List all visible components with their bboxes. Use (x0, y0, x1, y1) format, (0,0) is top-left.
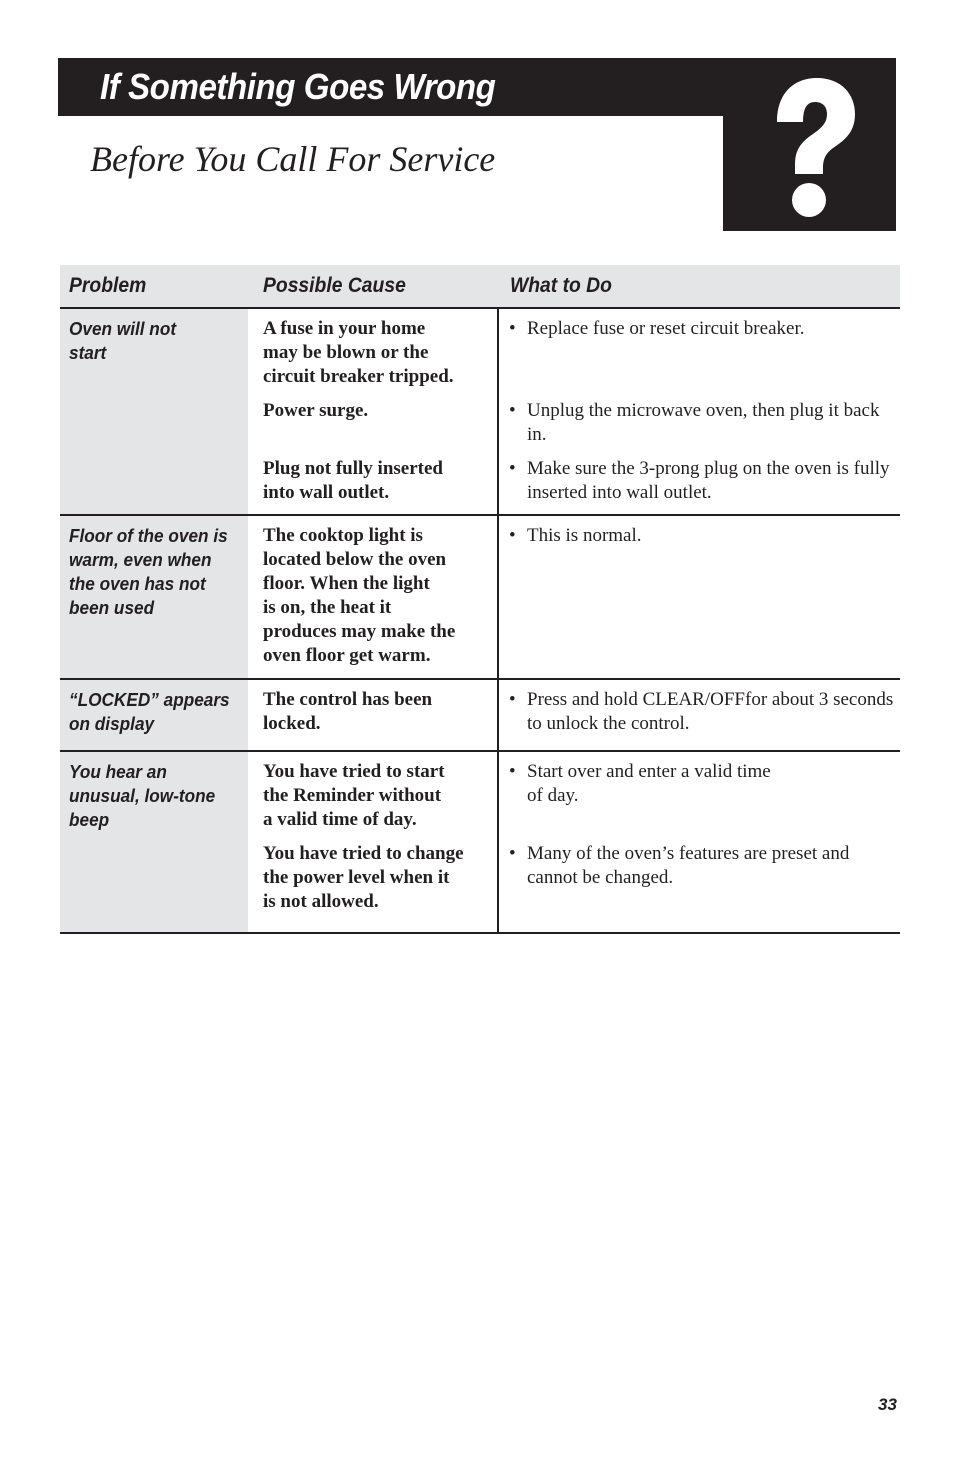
problem-cell (60, 309, 248, 514)
problem-text: Floor of the oven is warm, even when the oven has not been used (69, 525, 228, 618)
column-header-cause: Possible Cause (263, 274, 406, 297)
page-number: 33 (878, 1395, 897, 1414)
bullet-icon: • (509, 843, 516, 864)
cause-cell (248, 680, 499, 750)
todo-cell (499, 516, 900, 678)
todo-text: This is normal. (527, 525, 642, 546)
todo-cell (499, 752, 900, 932)
todo-item (509, 688, 898, 738)
column-header-problem: Problem (69, 274, 147, 297)
problem-cell (60, 516, 248, 678)
table-row (60, 678, 900, 750)
table-header (60, 265, 900, 307)
problem-cell (60, 680, 248, 750)
todo-cell (499, 680, 900, 750)
bullet-icon: • (509, 689, 516, 710)
troubleshooting-table (60, 265, 900, 934)
cause-text: You have tried to start the Reminder without a valid time of day. (263, 761, 445, 830)
question-mark-badge (723, 58, 896, 231)
todo-text: Replace fuse or reset circuit breaker. (527, 318, 805, 339)
column-header-todo: What to Do (510, 274, 612, 297)
cause-cell (248, 309, 499, 514)
todo-text: Many of the oven’s features are preset and cannot be changed. (527, 843, 850, 888)
cause-text: Power surge. (263, 400, 369, 421)
bullet-icon: • (509, 761, 516, 782)
bullet-icon: • (509, 525, 516, 546)
table-row (60, 514, 900, 678)
cause-cell (248, 752, 499, 932)
question-mark-icon (755, 70, 865, 220)
problem-text: “LOCKED” appears on display (69, 689, 230, 734)
todo-item (509, 842, 898, 912)
todo-item (509, 399, 898, 457)
problem-text: You hear an unusual, low-tone beep (69, 761, 216, 830)
todo-item (509, 760, 898, 842)
todo-text: Make sure the 3-prong plug on the oven is fully inserted into wall outlet. (527, 458, 890, 503)
bullet-icon: • (509, 400, 516, 421)
table-row (60, 750, 900, 934)
todo-text: Start over and enter a valid time of day. (527, 761, 771, 806)
todo-cell (499, 309, 900, 514)
page-subtitle: Before You Call For Service (90, 139, 496, 179)
table-body (60, 307, 900, 934)
bullet-icon: • (509, 318, 516, 339)
cause-text: Plug not fully inserted into wall outlet. (263, 458, 443, 503)
todo-item (509, 317, 898, 399)
todo-text: Unplug the microwave oven, then plug it back in. (527, 400, 880, 445)
cause-text: The cooktop light is located below the oven floor. When the light is on, the heat it produces may make the oven floor get warm. (263, 525, 456, 666)
problem-cell (60, 752, 248, 932)
todo-item (509, 524, 898, 664)
table-row (60, 307, 900, 514)
problem-text: Oven will not start (69, 318, 177, 363)
cause-text: A fuse in your home may be blown or the circuit breaker tripped. (263, 318, 454, 387)
todo-text: Press and hold CLEAR/OFFfor about 3 seconds to unlock the control. (527, 689, 894, 734)
todo-item (509, 457, 898, 507)
cause-text: You have tried to change the power level when it is not allowed. (263, 843, 464, 912)
cause-text: The control has been locked. (263, 689, 433, 734)
bullet-icon: • (509, 458, 516, 479)
page-title: If Something Goes Wrong (100, 66, 496, 107)
cause-cell (248, 516, 499, 678)
